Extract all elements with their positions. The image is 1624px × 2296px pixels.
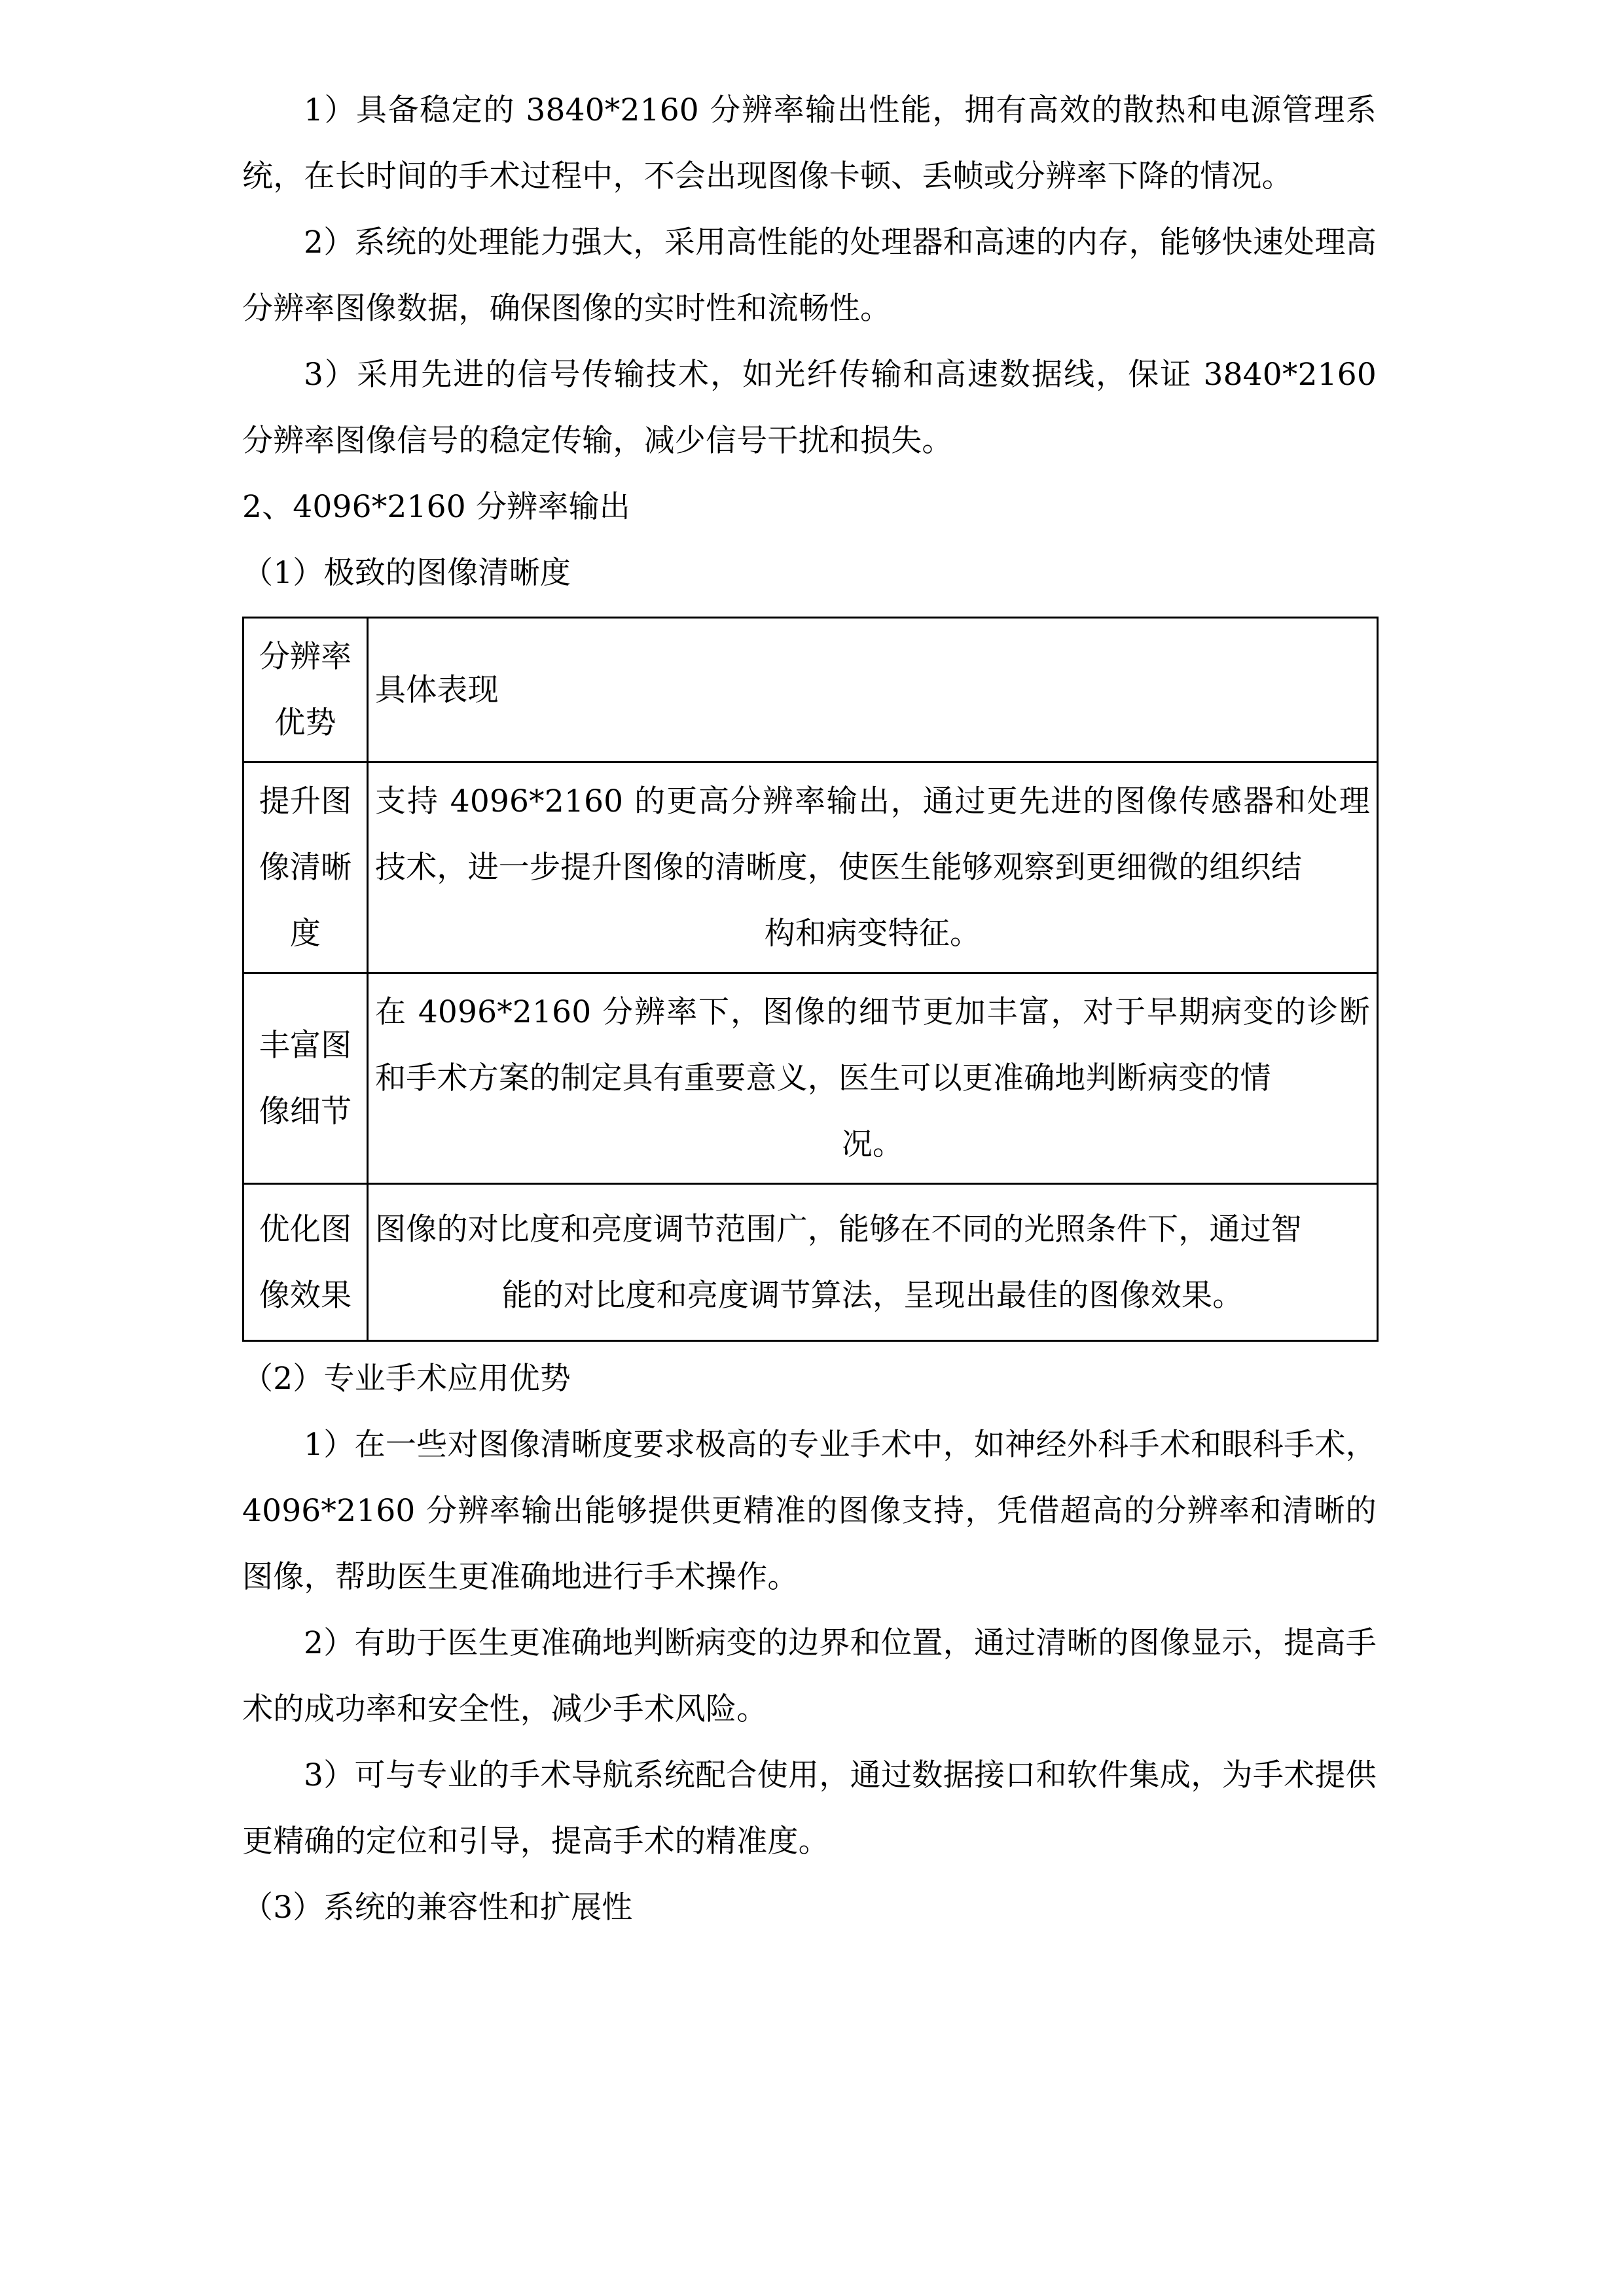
row-label-clarity: [244, 762, 368, 973]
row-detail-main: 支持 4096*2160 的更高分辨率输出，通过更先进的图像传感器和处理技术，进一步提升图像的清晰度，使医生能够观察到更细微的组织结: [375, 783, 1370, 886]
row-label-line2: 像效果: [259, 1277, 352, 1314]
row-detail-main: 图像的对比度和亮度调节范围广，能够在不同的光照条件下，通过智: [375, 1211, 1302, 1247]
row-detail-optimize: [368, 1184, 1378, 1341]
row-label-detail-rich: [244, 973, 368, 1184]
paragraph-6: 3）可与专业的手术导航系统配合使用，通过数据接口和软件集成，为手术提供更精确的定位和引导，提高手术的精准度。: [242, 1757, 1377, 1859]
paragraph-2: 2）系统的处理能力强大，采用高性能的处理器和高速的内存，能够快速处理高分辨率图像数据，确保图像的实时性和流畅性。: [242, 224, 1377, 327]
row-label-line1: 优化图: [259, 1211, 352, 1247]
row-label-optimize: [244, 1184, 368, 1341]
header-advantage-line1: 分辨率: [259, 639, 352, 675]
paragraph-1: 1）具备稳定的 3840*2160 分辨率输出性能，拥有高效的散热和电源管理系统，在长时间的手术过程中，不会出现图像卡顿、丢帧或分辨率下降的情况。: [242, 92, 1377, 194]
row-detail-clarity: [368, 762, 1378, 973]
row-detail-detail-rich: [368, 973, 1378, 1184]
row-detail-tail: 况。: [841, 1126, 904, 1162]
row-detail-tail: 能的对比度和亮度调节算法，呈现出最佳的图像效果。: [501, 1277, 1244, 1314]
table-row: [244, 1184, 1378, 1341]
subsection-heading-3: （3）系统的兼容性和扩展性: [242, 1890, 633, 1926]
paragraph-4: 1）在一些对图像清晰度要求极高的专业手术中，如神经外科手术和眼科手术，4096*2160 分辨率输出能够提供更精准的图像支持，凭借超高的分辨率和清晰的图像，帮助医生更准确地进行手术操作。: [242, 1427, 1377, 1595]
row-label-line1: 提升图: [259, 783, 352, 819]
subsection-heading-1: （1）极致的图像清晰度: [242, 555, 571, 591]
header-cell-advantage: [244, 618, 368, 762]
table-row: [244, 973, 1378, 1184]
header-advantage-line2: 优势: [274, 705, 336, 741]
row-label-line1: 丰富图: [259, 1027, 352, 1064]
table-header-row: [244, 618, 1378, 762]
section-heading: 2、4096*2160 分辨率输出: [242, 489, 630, 525]
paragraph-3: 3）采用先进的信号传输技术，如光纤传输和高速数据线，保证 3840*2160 分辨率图像信号的稳定传输，减少信号干扰和损失。: [242, 357, 1377, 459]
document-body: [242, 77, 1377, 1941]
header-cell-detail: 具体表现: [368, 618, 1378, 762]
table-row: [244, 762, 1378, 973]
row-detail-tail: 构和病变特征。: [764, 916, 981, 952]
row-label-line2: 像细节: [259, 1093, 352, 1130]
resolution-advantage-table: [242, 617, 1379, 1342]
row-detail-main: 在 4096*2160 分辨率下，图像的细节更加丰富，对于早期病变的诊断和手术方案的制定具有重要意义，医生可以更准确地判断病变的情: [375, 994, 1370, 1096]
row-label-line2: 像清晰: [259, 850, 352, 886]
subsection-heading-2: （2）专业手术应用优势: [242, 1361, 571, 1397]
paragraph-5: 2）有助于医生更准确地判断病变的边界和位置，通过清晰的图像显示，提高手术的成功率和安全性，减少手术风险。: [242, 1625, 1377, 1727]
row-label-line3: 度: [289, 916, 321, 952]
